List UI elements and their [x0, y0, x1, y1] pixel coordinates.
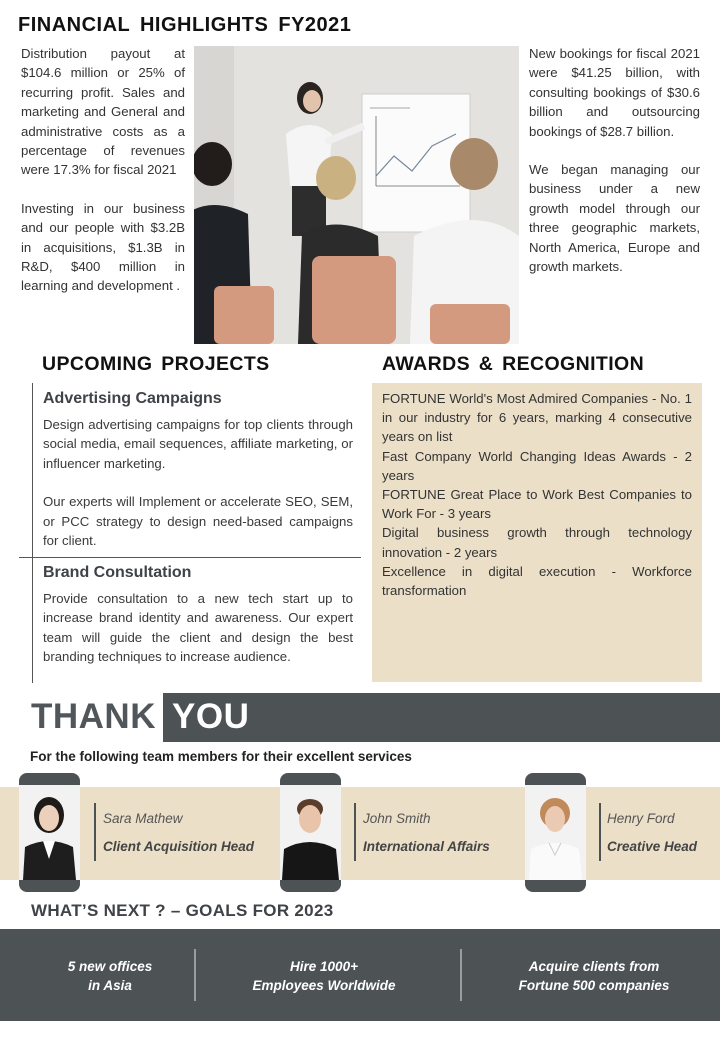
award-item: Excellence in digital execution - Workforce transformation — [382, 563, 692, 599]
you-word: YOU — [172, 697, 250, 736]
goal-line: in Asia — [88, 978, 132, 993]
team-member-avatar — [19, 773, 80, 892]
team-member-avatar — [525, 773, 586, 892]
upcoming-projects-title: UPCOMING PROJECTS — [42, 353, 270, 375]
goal-item — [484, 957, 704, 995]
financial-left-column — [21, 44, 185, 296]
award-item: Digital business growth through technology innovation - 2 years — [382, 525, 692, 560]
member-divider — [599, 803, 601, 861]
whats-next-title: WHAT’S NEXT ? – GOALS FOR 2023 — [31, 901, 334, 920]
projects-vertical-divider — [32, 383, 33, 683]
member-name: Henry Ford — [607, 811, 675, 826]
project-advertising-campaigns — [43, 390, 353, 550]
financial-paragraph: We began managing our business under a new growth model through our three geographic markets, North America, Europe and growth markets. — [529, 162, 700, 275]
financial-paragraph: Distribution payout at $104.6 million or 25% of recurring profit. Sales and marketing and General and administrative costs as a percentage of revenues were 17.3% for fiscal 2021 — [21, 46, 185, 178]
team-member-avatar — [280, 773, 341, 892]
member-role: Creative Head — [607, 839, 698, 854]
goal-line: Fortune 500 companies — [518, 978, 670, 993]
financial-paragraph: New bookings for fiscal 2021 were $41.25 billion, with consulting bookings of $30.6 billion and outsourcing bookings of $28.7 billion. — [529, 46, 700, 139]
member-divider — [354, 803, 356, 861]
goal-line: 5 new offices — [67, 959, 153, 974]
team-band — [0, 787, 720, 880]
meeting-photo — [194, 46, 519, 344]
project-brand-consultation — [43, 564, 353, 667]
goal-item — [214, 957, 434, 995]
projects-horizontal-divider — [19, 557, 361, 558]
financial-right-column — [529, 44, 700, 276]
financial-highlights-title: FINANCIAL HIGHLIGHTS FY2021 — [18, 14, 352, 36]
member-name: Sara Mathew — [103, 811, 183, 826]
project-description: Provide consultation to a new tech start up to increase brand identity and awareness. Our expert team will guide the client and design the best branding techniques to increase audience. — [43, 591, 353, 665]
goal-item — [20, 957, 200, 995]
member-name: John Smith — [363, 811, 431, 826]
awards-box — [372, 383, 702, 682]
awards-title: AWARDS & RECOGNITION — [382, 353, 645, 375]
goal-divider — [460, 949, 462, 1001]
project-heading: Advertising Campaigns — [43, 390, 222, 407]
project-description: Design advertising campaigns for top clients through social media, email sequences, affiliate marketing, or influencer marketing. — [43, 417, 353, 471]
thank-you-subtitle: For the following team members for their excellent services — [30, 749, 412, 764]
goals-bar — [0, 929, 720, 1021]
award-item: FORTUNE World's Most Admired Companies - No. 1 in our industry for 6 years, marking 4 consecutive years on list — [382, 391, 692, 445]
member-divider — [94, 803, 96, 861]
award-item: Fast Company World Changing Ideas Awards - 2 years — [382, 448, 692, 483]
project-heading: Brand Consultation — [43, 564, 192, 581]
goal-divider — [194, 949, 196, 1001]
thank-word: THANK — [31, 697, 156, 736]
goal-line: Hire 1000+ — [290, 959, 358, 974]
project-description: Our experts will Implement or accelerate SEO, SEM, or PCC strategy to design need-based campaigns for client. — [43, 494, 353, 549]
financial-paragraph: Investing in our business and our people with $3.2B in acquisitions, $1.3B in R&D, $400 million in learning and development . — [21, 200, 185, 294]
member-role: International Affairs — [363, 839, 490, 854]
goal-line: Acquire clients from — [528, 959, 660, 974]
member-role: Client Acquisition Head — [103, 839, 255, 854]
award-item: FORTUNE Great Place to Work Best Companies to Work For - 3 years — [382, 487, 692, 522]
goal-line: Employees Worldwide — [252, 978, 396, 993]
